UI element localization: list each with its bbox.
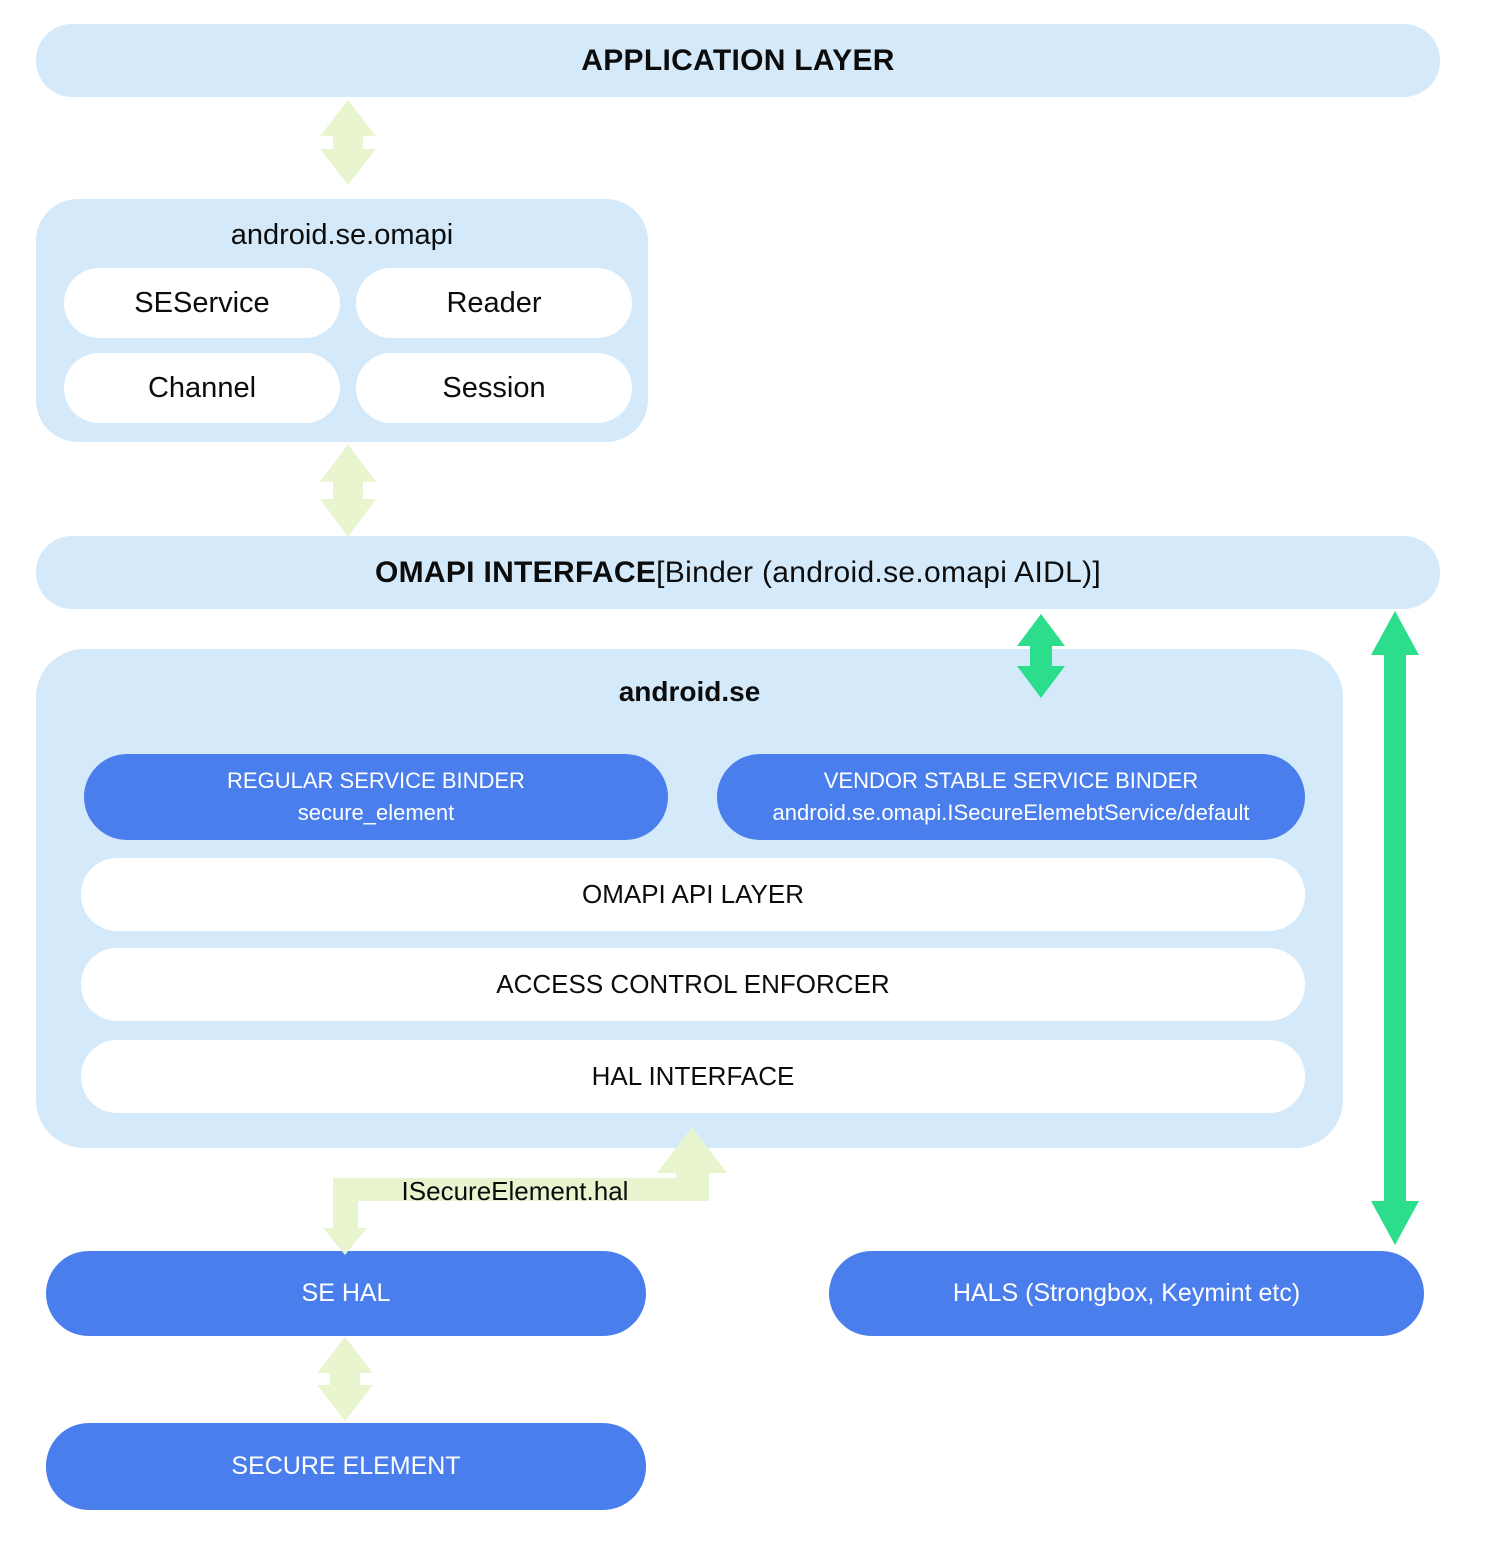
omapi-interface-box [36,536,1440,609]
android-se-omapi-box [36,199,648,442]
omapi-interface-label: OMAPI INTERFACE [374,555,657,589]
layer-label: HAL INTERFACE [591,1061,795,1091]
interface-to-hals-green-arrow-icon [1371,611,1419,1245]
se-hal-pill [46,1251,646,1336]
layer-omapi-api [81,858,1305,931]
layer-label: ACCESS CONTROL ENFORCER [496,969,890,999]
interface-to-androidse-green-arrow-icon [1017,614,1065,698]
omapi-interface-sublabel: [Binder (android.se.omapi AIDL)] [656,555,1101,589]
android-se-omapi-title: android.se.omapi [230,219,454,251]
app-to-omapi-double-arrow-icon [320,100,376,185]
secure-element-label: SECURE ELEMENT [231,1452,461,1480]
vendor-stable-service-binder-pill [717,754,1305,840]
regular-binder-line2: secure_element [297,799,455,825]
android-se-title: android.se [618,676,761,707]
vendor-binder-line1: VENDOR STABLE SERVICE BINDER [823,768,1199,794]
application-layer-label: APPLICATION LAYER [581,43,895,77]
isecureelement-hal-label: ISecureElement.hal [401,1176,629,1206]
se-hal-label: SE HAL [301,1279,391,1307]
omapi-class-channel [64,353,340,423]
layer-label: OMAPI API LAYER [581,879,805,909]
omapi-class-label: Reader [446,286,542,319]
sehal-to-secure-element-double-arrow-icon [317,1337,373,1421]
omapi-class-reader [356,268,632,338]
regular-binder-line1: REGULAR SERVICE BINDER [227,768,525,794]
omapi-class-label: SEService [134,286,270,319]
layer-access-control-enforcer [81,948,1305,1021]
vendor-binder-line2: android.se.omapi.ISecureElemebtService/default [772,799,1250,825]
regular-service-binder-pill [84,754,668,840]
application-layer-box [36,24,1440,97]
secure-element-pill [46,1423,646,1510]
android-se-box [36,649,1343,1148]
omapi-class-label: Session [442,371,546,404]
layer-hal-interface [81,1040,1305,1113]
omapi-class-label: Channel [147,371,257,404]
hals-label: HALS (Strongbox, Keymint etc) [952,1279,1301,1307]
hals-pill [829,1251,1424,1336]
omapi-class-seservice [64,268,340,338]
omapi-class-session [356,353,632,423]
omapi-to-interface-double-arrow-icon [320,444,376,537]
